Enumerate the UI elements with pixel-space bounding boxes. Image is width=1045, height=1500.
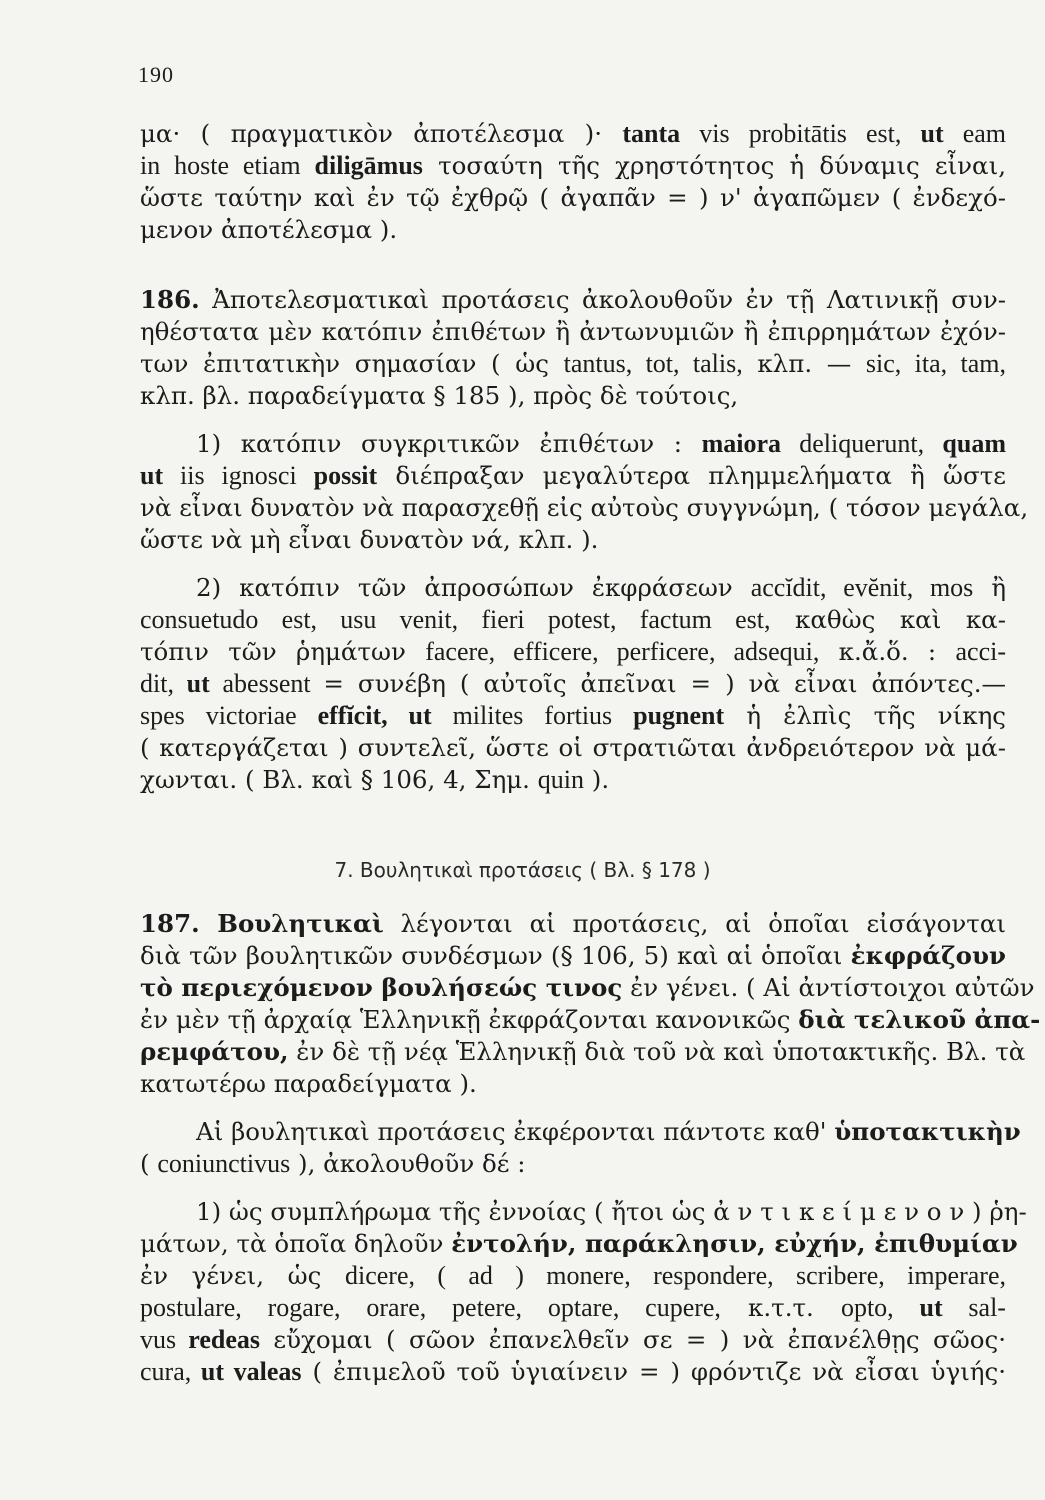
text-line xyxy=(196,428,1006,460)
text-span: consuetudo est, usu venit, fieri potest, factum est, xyxy=(140,605,771,634)
text-span: quin xyxy=(537,765,584,794)
text-span: accĭdit, evĕnit, mos xyxy=(750,573,974,602)
text-span: Αἱ βουλητικαὶ προτάσεις ἐκφέρονται πάντοτε καθ' xyxy=(196,1117,835,1146)
text-line xyxy=(140,460,1006,492)
bold-text-span: ut valeas xyxy=(200,1357,302,1386)
text-span: cura, xyxy=(140,1357,201,1386)
bold-text-span: maiora xyxy=(701,429,781,458)
text-span: καθὼς καὶ κα- xyxy=(770,605,1006,634)
bold-text-span: τὸ περιεχόμενον βουλήσεώς τινος xyxy=(140,973,623,1002)
text-span: ), ἀκολουθοῦν δέ : xyxy=(290,1149,526,1178)
text-span: vis probitātis est, xyxy=(680,119,921,148)
text-span: μενον ἀποτέλεσμα ). xyxy=(140,215,398,244)
bold-text-span: ut xyxy=(919,1293,943,1322)
text-span: tantus, tot, talis, xyxy=(563,349,743,378)
bold-text-span: quam xyxy=(942,429,1006,458)
text-span: μάτων, τὰ ὁποῖα δηλοῦν xyxy=(140,1229,452,1258)
text-span: deliquerunt, xyxy=(780,429,943,458)
text-span: μα· ( πραγματικὸν ἀποτέλεσμα )· xyxy=(140,119,623,148)
text-line xyxy=(140,1148,1006,1180)
text-span: ἐν μὲν τῇ ἀρχαίᾳ Ἑλληνικῇ ἐκφράζονται κανονικῶς xyxy=(140,1005,799,1034)
bold-text-span: διὰ τελικοῦ ἀπα- xyxy=(798,1005,1041,1034)
text-span: milites fortius xyxy=(431,701,634,730)
text-line xyxy=(196,1116,1021,1148)
text-line xyxy=(140,284,1006,316)
text-line xyxy=(140,150,1006,182)
text-span: εὔχομαι ( σῶον ἐπανελθεῖν σε = ) νὰ ἐπανέλθῃς σῶος· xyxy=(259,1325,1007,1354)
text-line xyxy=(140,348,1006,380)
text-span: τοσαύτη τῆς χρηστότητος ἡ δύναμις εἶναι, xyxy=(422,151,1006,180)
text-span: νὰ εἶναι δυνατὸν νὰ παρασχεθῇ εἰς αὐτοὺς συγγνώμη, ( τόσον μεγάλα, xyxy=(140,493,1029,522)
bold-text-span: ut xyxy=(920,119,944,148)
text-line xyxy=(196,572,1006,604)
section-heading: 7. Βουλητικαὶ προτάσεις ( Βλ. § 178 ) xyxy=(334,858,711,882)
bold-text-span: pugnent xyxy=(633,701,725,730)
bold-text-span: tanta xyxy=(622,119,681,148)
text-line xyxy=(140,940,1006,972)
text-span: 1) ὡς συμπλήρωμα τῆς ἐννοίας ( ἤτοι ὡς ἀ ν τ ι κ ε ί μ ε ν ο ν ) ῥη- xyxy=(196,1197,1027,1226)
text-line xyxy=(140,118,1006,150)
text-span: iis ignosci xyxy=(163,461,314,490)
text-line xyxy=(140,604,1006,636)
bold-text-span: ἐκφράζουν xyxy=(850,941,1006,970)
text-line xyxy=(140,182,1006,214)
text-line xyxy=(196,1196,1027,1228)
text-span: facere, efficere, perficere, adsequi, xyxy=(425,637,820,666)
text-span: acci- xyxy=(955,637,1007,666)
text-line xyxy=(140,764,1006,796)
text-span: = συνέβη ( αὐτοῖς ἀπεῖναι = ) νὰ εἶναι ἀπόντες.— xyxy=(323,669,1006,698)
text-span: ( κατεργάζεται ) συντελεῖ, ὥστε οἱ στρατιῶται ἀνδρειότερον νὰ μά- xyxy=(140,733,1006,762)
text-span: in hoste etiam xyxy=(140,151,315,180)
bold-text-span: ut xyxy=(186,669,210,698)
bold-text-span: 186. xyxy=(140,285,200,314)
text-line xyxy=(140,1228,1018,1260)
text-span: ηθέστατα μὲν κατόπιν ἐπιθέτων ἢ ἀντωνυμιῶν ἢ ἐπιρρημάτων ἐχόν- xyxy=(140,317,1006,346)
text-line xyxy=(140,316,1006,348)
text-span: spes victoriae xyxy=(140,701,318,730)
text-line xyxy=(140,1004,1041,1036)
text-span: κατωτέρω παραδείγματα ). xyxy=(140,1069,477,1098)
text-line xyxy=(140,700,1006,732)
text-span: ( ἐπιμελοῦ τοῦ ὑγιαίνειν = ) φρόντιζε νὰ εἶσαι ὑγιής· xyxy=(301,1357,1006,1386)
bold-text-span: redeas xyxy=(188,1325,260,1354)
bold-text-span: diligāmus xyxy=(314,151,423,180)
text-span: sic, ita, tam, xyxy=(865,349,1007,378)
text-span: κ.ἄ.ὅ. : xyxy=(819,637,956,666)
text-span: κ.τ.τ. xyxy=(720,1293,841,1322)
text-line xyxy=(140,732,1006,764)
text-span: ). xyxy=(583,765,610,794)
text-span: 1) κατόπιν συγκριτικῶν ἐπιθέτων : xyxy=(196,429,702,458)
text-span: ἡ ἐλπὶς τῆς νίκης xyxy=(724,701,1006,730)
text-span: κλπ. βλ. παραδείγματα § 185 ), πρὸς δὲ τούτοις, xyxy=(140,381,739,410)
text-line xyxy=(140,492,1029,524)
text-span: κλπ. — xyxy=(742,349,866,378)
text-span: dicere, ( ad ) monere, respondere, scribere, imperare, xyxy=(344,1261,1006,1290)
text-span: ( xyxy=(140,1149,158,1178)
text-line xyxy=(140,668,1006,700)
text-line xyxy=(140,1292,1006,1324)
text-line xyxy=(140,1260,1006,1292)
text-span: ἐν δὲ τῇ νέᾳ Ἑλληνικῇ διὰ τοῦ νὰ καὶ ὑποτακτικῆς. Βλ. τὰ xyxy=(288,1037,1026,1066)
text-span: λέγονται αἱ προτάσεις, αἱ ὁποῖαι εἰσάγονται xyxy=(383,909,1007,938)
text-span: των ἐπιτατικὴν σημασίαν ( ὡς xyxy=(140,349,564,378)
text-line xyxy=(140,636,1006,668)
text-span: opto, xyxy=(840,1293,920,1322)
text-line xyxy=(140,380,1006,412)
text-span: ὥστε ταύτην καὶ ἐν τῷ ἐχθρῷ ( ἀγαπᾶν = ) ν' ἀγαπῶμεν ( ἐνδεχό- xyxy=(140,183,1006,212)
bold-text-span: ἐντολήν, παράκλησιν, εὐχήν, ἐπιθυμίαν xyxy=(451,1229,1018,1258)
bold-text-span: effĭcit, ut xyxy=(317,701,432,730)
text-line xyxy=(140,972,1035,1004)
text-line xyxy=(140,1356,1006,1388)
text-span: abessent xyxy=(209,669,324,698)
text-line xyxy=(140,524,1006,556)
text-span: coniunctivus xyxy=(157,1149,291,1178)
text-span: ὥστε νὰ μὴ εἶναι δυνατὸν νά, κλπ. ). xyxy=(140,525,599,554)
text-span: 2) κατόπιν τῶν ἀπροσώπων ἐκφράσεων xyxy=(196,573,751,602)
bold-text-span: 187. Βουλητικαὶ xyxy=(140,909,384,938)
text-span: Ἀποτελεσματικαὶ προτάσεις ἀκολουθοῦν ἐν τῇ Λατινικῇ συν- xyxy=(199,285,1006,314)
text-span: vus xyxy=(140,1325,189,1354)
bold-text-span: ut xyxy=(140,461,164,490)
bold-text-span: ρεμφάτου, xyxy=(140,1037,289,1066)
text-line xyxy=(140,214,1006,246)
text-span: τόπιν τῶν ῥημάτων xyxy=(140,637,426,666)
text-span: sal- xyxy=(942,1293,1006,1322)
text-span: διέπραξαν μεγαλύτερα πλημμελήματα ἢ ὥστε xyxy=(377,461,1007,490)
text-span: eam xyxy=(943,119,1007,148)
page-number: 190 xyxy=(138,62,174,87)
text-line xyxy=(140,1036,1026,1068)
text-line xyxy=(140,908,1006,940)
bold-text-span: possit xyxy=(313,461,378,490)
text-line xyxy=(140,1068,1006,1100)
text-span: ἢ xyxy=(973,573,1006,602)
text-span: postulare, rogare, orare, petere, optare, cupere, xyxy=(140,1293,721,1322)
text-line xyxy=(140,1324,1006,1356)
text-span: dit, xyxy=(140,669,187,698)
text-span: χωνται. ( Βλ. καὶ § 106, 4, Σημ. xyxy=(140,765,538,794)
bold-text-span: ὑποτακτικὴν xyxy=(834,1117,1021,1146)
text-span: ἐν γένει. ( Αἱ ἀντίστοιχοι αὐτῶν xyxy=(622,973,1035,1002)
text-span: ἐν γένει, ὡς xyxy=(140,1261,345,1290)
text-span: διὰ τῶν βουλητικῶν συνδέσμων (§ 106, 5) καὶ αἱ ὁποῖαι xyxy=(140,941,851,970)
